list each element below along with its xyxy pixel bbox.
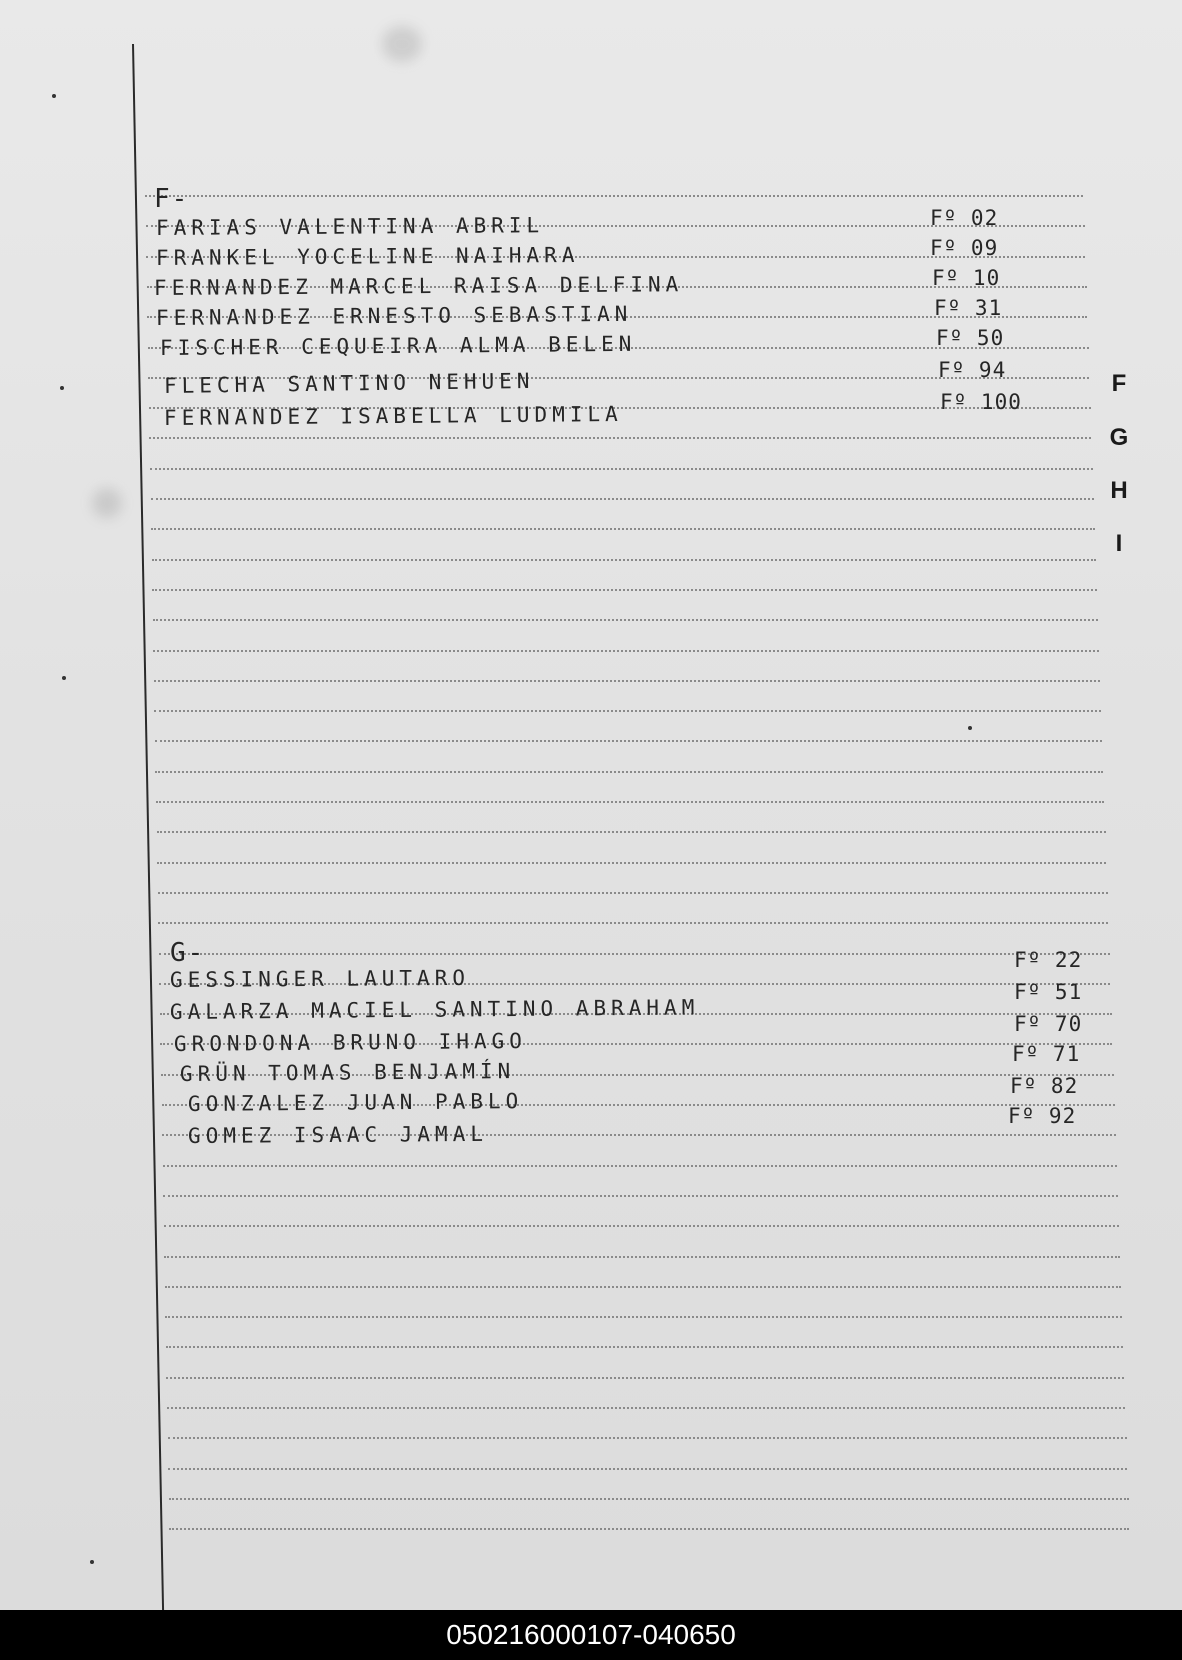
- ruled-line: [163, 1195, 1118, 1197]
- ruled-line: [159, 953, 1110, 955]
- index-tab-h[interactable]: H: [1110, 477, 1128, 504]
- list-item-folio: Fº 09: [930, 236, 999, 260]
- list-item-name: GONZALEZ JUAN PABLO: [187, 1089, 524, 1116]
- list-item-name: GRÜN TOMAS BENJAMÍN: [179, 1059, 516, 1086]
- list-item-name: FERNANDEZ MARCEL RAISA DELFINA: [153, 272, 684, 300]
- ruled-line: [166, 1377, 1124, 1379]
- index-tab-f[interactable]: F: [1111, 370, 1127, 397]
- list-item-name: FERNANDEZ ERNESTO SEBASTIAN: [155, 301, 633, 330]
- document-code: 050216000107-040650: [0, 1610, 1182, 1660]
- list-item-name: FLECHA SANTINO NEHUEN: [163, 368, 535, 398]
- list-item-folio: Fº 22: [1014, 948, 1083, 972]
- ruled-line: [153, 650, 1099, 652]
- ruled-line: [151, 528, 1095, 530]
- list-item-folio: Fº 50: [936, 326, 1005, 350]
- list-item-folio: Fº 31: [934, 296, 1003, 320]
- ruled-line: [158, 892, 1108, 894]
- list-item-folio: Fº 02: [930, 206, 999, 230]
- ruled-line: [168, 1437, 1127, 1439]
- list-item-name: FARIAS VALENTINA ABRIL: [155, 213, 545, 240]
- index-tab-g[interactable]: G: [1109, 424, 1129, 451]
- list-item-folio: Fº 10: [932, 266, 1001, 290]
- ruled-line: [145, 195, 1083, 197]
- ruled-line: [165, 1286, 1121, 1288]
- list-item-folio: Fº 70: [1014, 1012, 1083, 1036]
- ruled-line: [167, 1407, 1125, 1409]
- ruled-line: [149, 437, 1091, 439]
- list-item-folio: Fº 100: [940, 390, 1022, 414]
- list-item-name: GRONDONA BRUNO IHAGO: [173, 1028, 527, 1056]
- list-item-folio: Fº 82: [1010, 1074, 1079, 1098]
- list-item-folio: Fº 92: [1008, 1104, 1077, 1128]
- ruled-line: [156, 801, 1104, 803]
- list-item-folio: Fº 71: [1012, 1042, 1081, 1066]
- section-heading-f: F-: [154, 184, 190, 214]
- ruled-line: [151, 498, 1094, 500]
- list-item-name: GOMEZ ISAAC JAMAL: [187, 1121, 489, 1148]
- list-item-name: FISCHER CEQUEIRA ALMA BELEN: [159, 331, 637, 360]
- ruled-line: [166, 1346, 1123, 1348]
- ruled-line: [155, 740, 1102, 742]
- list-item-folio: Fº 51: [1014, 980, 1083, 1004]
- ruled-line: [163, 1165, 1117, 1167]
- ruled-line: [154, 680, 1100, 682]
- list-item-name: FERNANDEZ ISABELLA LUDMILA: [163, 401, 623, 430]
- ruled-line: [168, 1468, 1127, 1470]
- list-item-name: GESSINGER LAUTARO: [169, 965, 471, 992]
- ruled-line: [153, 619, 1098, 621]
- ruled-line: [155, 771, 1103, 773]
- index-tab-i[interactable]: I: [1115, 530, 1123, 557]
- ruled-line: [158, 922, 1108, 924]
- ruled-line: [169, 1498, 1129, 1500]
- ruled-line: [164, 1225, 1119, 1227]
- ruled-line: [150, 468, 1093, 470]
- list-item-name: FRANKEL YOCELINE NAIHARA: [155, 243, 580, 270]
- ruled-line: [157, 831, 1106, 833]
- ruled-line: [152, 589, 1097, 591]
- ruled-line: [169, 1528, 1129, 1530]
- ruled-line: [154, 710, 1101, 712]
- ruled-line: [157, 862, 1106, 864]
- ruled-line: [152, 559, 1096, 561]
- section-heading-g: G-: [170, 938, 206, 968]
- list-item-name: GALARZA MACIEL SANTINO ABRAHAM: [169, 995, 700, 1024]
- ruled-line: [164, 1256, 1120, 1258]
- ruled-line: [165, 1316, 1122, 1318]
- list-item-folio: Fº 94: [938, 358, 1007, 382]
